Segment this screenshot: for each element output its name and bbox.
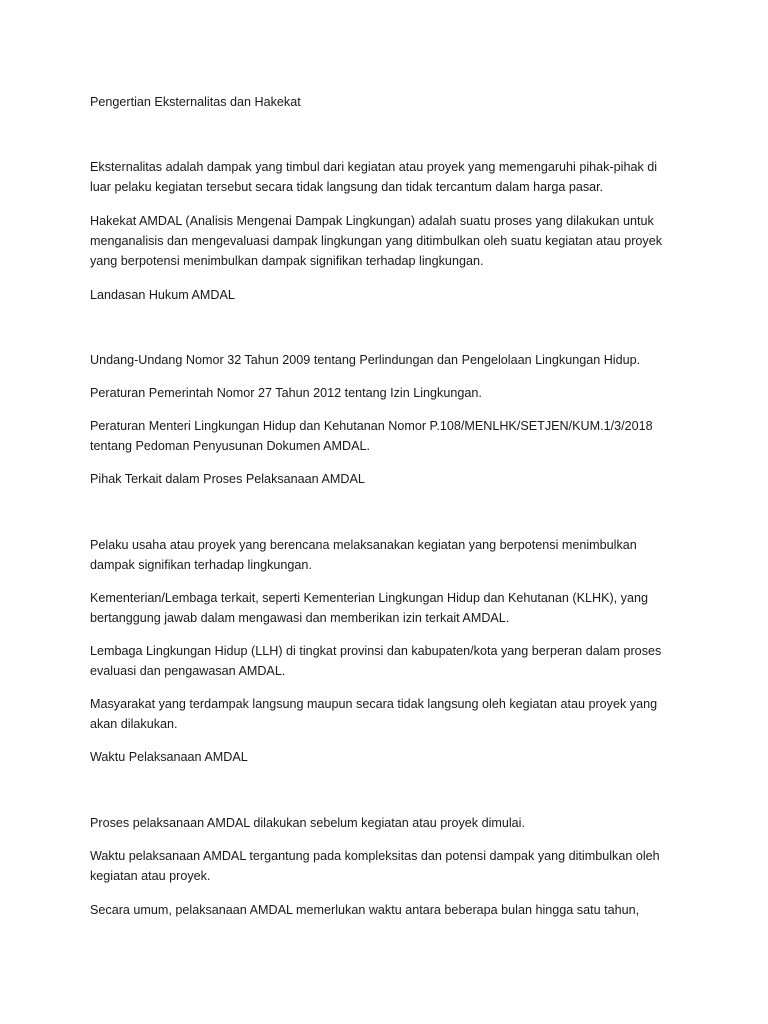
paragraph-line: akan dilakukan. — [90, 717, 178, 731]
section-heading-landasan-hukum: Landasan Hukum AMDAL — [90, 288, 235, 302]
paragraph-line: Proses pelaksanaan AMDAL dilakukan sebelum kegiatan atau proyek dimulai. — [90, 816, 525, 830]
paragraph-line: Peraturan Menteri Lingkungan Hidup dan Kehutanan Nomor P.108/MENLHK/SETJEN/KUM.1/3/2018 — [90, 419, 653, 433]
section-heading-eksternalitas: Pengertian Eksternalitas dan Hakekat — [90, 95, 301, 109]
paragraph-line: kegiatan atau proyek. — [90, 869, 211, 883]
paragraph-line: tentang Pedoman Penyusunan Dokumen AMDAL. — [90, 439, 371, 453]
paragraph-line: dampak signifikan terhadap lingkungan. — [90, 558, 312, 572]
paragraph-line: luar pelaku kegiatan tersebut secara tidak langsung dan tidak tercantum dalam harga pasar. — [90, 180, 604, 194]
paragraph-line: Waktu pelaksanaan AMDAL tergantung pada kompleksitas dan potensi dampak yang ditimbulkan oleh — [90, 849, 660, 863]
paragraph-line: Kementerian/Lembaga terkait, seperti Kementerian Lingkungan Hidup dan Kehutanan (KLHK), yang — [90, 591, 648, 605]
paragraph-line: evaluasi dan pengawasan AMDAL. — [90, 664, 286, 678]
paragraph-line: Secara umum, pelaksanaan AMDAL memerlukan waktu antara beberapa bulan hingga satu tahun, — [90, 903, 640, 917]
paragraph-line: Undang-Undang Nomor 32 Tahun 2009 tentang Perlindungan dan Pengelolaan Lingkungan Hidup. — [90, 353, 641, 367]
paragraph-line: Hakekat AMDAL (Analisis Mengenai Dampak Lingkungan) adalah suatu proses yang dilakukan untuk — [90, 214, 654, 228]
section-heading-waktu-pelaksanaan: Waktu Pelaksanaan AMDAL — [90, 750, 248, 764]
paragraph-line: bertanggung jawab dalam mengawasi dan memberikan izin terkait AMDAL. — [90, 611, 510, 625]
paragraph-line: Masyarakat yang terdampak langsung maupun secara tidak langsung oleh kegiatan atau proyek yang — [90, 697, 658, 711]
paragraph-line: menganalisis dan mengevaluasi dampak lingkungan yang ditimbulkan oleh suatu kegiatan atau proyek — [90, 234, 662, 248]
paragraph-line: Peraturan Pemerintah Nomor 27 Tahun 2012 tentang Izin Lingkungan. — [90, 386, 482, 400]
paragraph-line: Lembaga Lingkungan Hidup (LLH) di tingkat provinsi dan kabupaten/kota yang berperan dalam proses — [90, 644, 662, 658]
section-heading-pihak-terkait: Pihak Terkait dalam Proses Pelaksanaan AMDAL — [90, 472, 365, 486]
paragraph-line: Eksternalitas adalah dampak yang timbul dari kegiatan atau proyek yang memengaruhi pihak-pihak di — [90, 160, 658, 174]
paragraph-line: yang berpotensi menimbulkan dampak signifikan terhadap lingkungan. — [90, 254, 484, 268]
paragraph-line: Pelaku usaha atau proyek yang berencana melaksanakan kegiatan yang berpotensi menimbulkan — [90, 538, 637, 552]
